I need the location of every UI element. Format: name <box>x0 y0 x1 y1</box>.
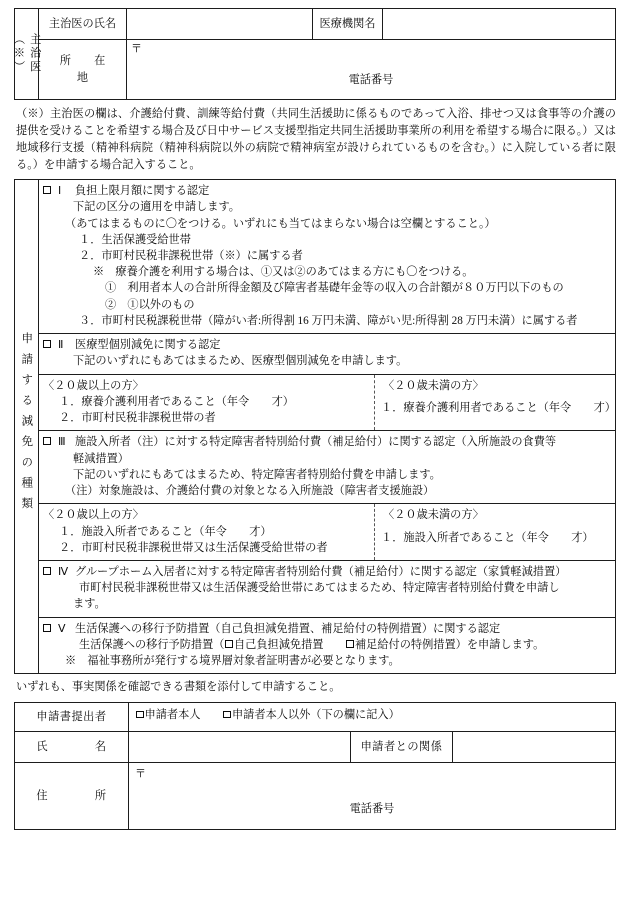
section-3-under20-header: 〈２０歳未満の方〉 <box>383 509 484 522</box>
relation-label: 申請者との関係 <box>351 732 453 763</box>
section-2-over20-item-2[interactable]: ２．市町村民税非課税世帯の者 <box>59 412 216 425</box>
checkbox-section-5-icon[interactable] <box>43 624 51 632</box>
section-4-line-1: 市町村民税非課税世帯又は生活保護受給世帯にあてはまるため、特定障害者特別給付費を申請し <box>79 582 560 595</box>
checkbox-section-1-icon[interactable] <box>43 186 51 194</box>
checkbox-section-3-icon[interactable] <box>43 437 51 445</box>
doctor-tel-label: 電話番号 <box>348 73 394 86</box>
doctor-vertical-label-main: 主治医 <box>28 33 41 75</box>
table-row-section-2-split <box>15 374 616 431</box>
section-2-split-cell <box>39 374 616 431</box>
section-1-option-1[interactable]: １．生活保護受給世帯 <box>79 233 191 246</box>
section-1-block <box>39 180 615 333</box>
doctor-name-label: 主治医の氏名 <box>39 9 127 40</box>
section-1-option-2[interactable]: ２．市町村民税非課税世帯（※）に属する者 <box>79 250 303 262</box>
section-2-age-split <box>39 375 615 431</box>
doctor-name-field[interactable] <box>127 9 313 40</box>
reduction-kind-side-label <box>15 180 39 674</box>
section-3-numeral: Ⅲ <box>58 436 66 449</box>
section-3-header[interactable] <box>43 434 611 450</box>
section-2-title: 医療型個別減免に関する認定 <box>75 339 221 352</box>
section-4-cell <box>39 560 616 617</box>
section-5-numeral: Ⅴ <box>58 622 66 635</box>
section-2-numeral: Ⅱ <box>58 339 64 352</box>
section-5-measure-line[interactable] <box>43 637 611 653</box>
section-5-checkbox-1-label: 自己負担減免措置 <box>233 638 324 651</box>
section-1-numeral: Ⅰ <box>58 185 62 198</box>
doctor-address-field[interactable] <box>127 40 616 100</box>
section-3-over20-header: 〈２０歳以上の方〉 <box>43 509 144 522</box>
section-2-header[interactable] <box>43 337 611 353</box>
table-row <box>15 9 616 40</box>
doctor-address-label <box>39 40 127 100</box>
section-5-block <box>39 618 615 674</box>
section-3-age-split <box>39 504 615 560</box>
table-row <box>15 763 616 830</box>
section-1-header[interactable] <box>43 183 611 199</box>
section-2-over20-header: 〈２０歳以上の方〉 <box>43 379 144 392</box>
doctor-note-paragraph: （※）主治医の欄は、介護給付費、訓練等給付費（共同生活援助に係るものであって入浴、排せつ又は食事等の介護の提供を受けることを希望する場合及び日中サービス支援型指定共同生活援助事業所の利用を希望する場合に限る。）又は地域移行支援（精神科病院（精神科病院以外の病院で精神病室が設けられているものを含む。）に入院している者に限る。）を申請する場合記入すること。 <box>16 108 616 172</box>
section-5-title: 生活保護への移行予防措置（自己負担減免措置、補足給付の特例措置）に関する認定 <box>75 622 501 635</box>
section-4-title: グループホーム入居者に対する特定障害者特別給付費（補足給付）に関する認定（家賃軽減措置） <box>75 565 567 578</box>
table-row-section-1 <box>15 180 616 334</box>
doctor-vertical-label <box>12 9 41 100</box>
checkbox-section-2-icon[interactable] <box>43 340 51 348</box>
section-3-line-1: 下記のいずれにもあてはまるため、特定障害者特別給付費を申請します。 <box>73 468 441 481</box>
section-3-title-cont: 軽減措置） <box>73 452 129 465</box>
institution-label: 医療機関名 <box>313 9 383 40</box>
table-row-section-3-split <box>15 504 616 561</box>
section-3-block <box>39 431 615 503</box>
doctor-info-table <box>14 8 616 100</box>
section-4-numeral: Ⅳ <box>58 565 69 578</box>
section-1-title: 負担上限月額に関する認定 <box>75 185 210 198</box>
section-5-cell <box>39 617 616 674</box>
section-3-cell <box>39 431 616 504</box>
section-1-line-1: 下記の区分の適用を申請します。 <box>73 201 240 214</box>
section-5-note: ※ 福祉事務所が発行する境界層対象者証明書が必要となります。 <box>65 655 400 668</box>
submitter-options[interactable] <box>129 703 616 732</box>
doctor-vertical-label-sub: （※） <box>12 33 25 75</box>
section-2-age-under20 <box>375 375 615 431</box>
applicant-address-label: 住 所 <box>15 763 129 830</box>
section-2-line-1: 下記のいずれにもあてはまるため、医療型個別減免を申請します。 <box>73 355 408 368</box>
section-1-cell <box>39 180 616 334</box>
section-3-under20-item-1[interactable]: １．施設入所者であること（年令 才） <box>381 531 594 544</box>
section-5-header[interactable] <box>43 621 611 637</box>
reduction-kind-side-label-text: 申請する減免の種類 <box>20 332 34 518</box>
form-page <box>0 8 630 911</box>
section-4-line-2: ます。 <box>73 598 106 611</box>
postal-code-icon: 〒 <box>131 43 142 55</box>
checkbox-supplementary-benefit-icon[interactable] <box>346 640 354 648</box>
section-4-header[interactable] <box>43 564 611 580</box>
section-2-under20-header: 〈２０歳未満の方〉 <box>383 379 484 392</box>
section-5-text-after: ）を申請します。 <box>455 638 545 651</box>
section-3-over20-item-2[interactable]: ２．市町村民税非課税世帯又は生活保護受給世帯の者 <box>59 541 328 554</box>
section-5-checkbox-2-label: 補足給付の特例措置 <box>354 638 456 651</box>
applicant-address-field[interactable] <box>129 763 616 830</box>
middle-note: いずれも、事実関係を確認できる書類を添付して申請すること。 <box>16 681 341 694</box>
doctor-address-label-text: 所 在 地 <box>59 55 129 84</box>
table-row-section-2-head <box>15 334 616 374</box>
section-3-split-cell <box>39 504 616 561</box>
table-row <box>15 703 616 732</box>
section-2-age-over20 <box>39 375 375 431</box>
option-self-label: 申請者本人 <box>144 709 201 722</box>
section-1-note: ※ 療養介護を利用する場合は、①又は②のあてはまる方にも〇をつける。 <box>93 266 474 279</box>
section-1-suboption-2[interactable]: ② ①以外のもの <box>105 298 195 311</box>
institution-field[interactable] <box>383 9 616 40</box>
table-row-section-3-head <box>15 431 616 504</box>
applicant-table <box>14 702 616 830</box>
section-2-over20-item-1[interactable]: １．療養介護利用者であること（年令 才） <box>59 395 294 408</box>
table-row-section-4 <box>15 560 616 617</box>
submitter-label: 申請書提出者 <box>15 703 129 732</box>
section-1-suboption-1[interactable]: ① 利用者本人の合計所得金額及び障害者基礎年金等の収入の合計額が８０万円以下のもの <box>105 282 564 295</box>
section-1-option-3[interactable]: ３．市町村民税課税世帯（障がい者:所得割 16 万円未満、障がい児:所得割 28 万円未満）に属する者 <box>79 314 578 327</box>
checkbox-self-burden-reduction-icon[interactable] <box>225 640 233 648</box>
applicant-tel-label: 電話番号 <box>349 803 395 816</box>
postal-code-icon: 〒 <box>135 768 146 781</box>
table-row <box>15 40 616 100</box>
option-other-label: 申請者本人以外（下の欄に記入） <box>231 709 400 722</box>
reduction-kind-table <box>14 179 616 674</box>
section-3-over20-item-1[interactable]: １．施設入所者であること（年令 才） <box>59 525 272 538</box>
checkbox-applicant-other-icon[interactable] <box>223 711 231 719</box>
section-5-text-before: 生活保護への移行予防措置（ <box>79 638 225 651</box>
relation-field[interactable] <box>453 732 616 763</box>
table-row <box>15 732 616 763</box>
section-2-cell <box>39 334 616 374</box>
section-3-age-over20 <box>39 504 375 560</box>
applicant-name-field[interactable] <box>129 732 351 763</box>
section-3-line-2: （注）対象施設は、介護給付費の対象となる入所施設（障害者支援施設） <box>65 485 435 498</box>
applicant-name-label: 氏 名 <box>15 732 129 763</box>
section-3-age-under20 <box>375 504 615 560</box>
section-4-block <box>39 561 615 617</box>
section-2-block <box>39 334 615 373</box>
section-3-title: 施設入所者（注）に対する特定障害者特別給付費（補足給付）に関する認定（入所施設の食費等 <box>75 436 557 449</box>
table-row-section-5 <box>15 617 616 674</box>
section-1-line-2: （あてはまるものに〇をつける。いずれにも当てはまらない場合は空欄とすること。） <box>65 217 496 230</box>
checkbox-section-4-icon[interactable] <box>43 567 51 575</box>
section-2-under20-item-1[interactable]: １．療養介護利用者であること（年令 才） <box>381 401 616 414</box>
checkbox-applicant-self-icon[interactable] <box>136 711 144 719</box>
